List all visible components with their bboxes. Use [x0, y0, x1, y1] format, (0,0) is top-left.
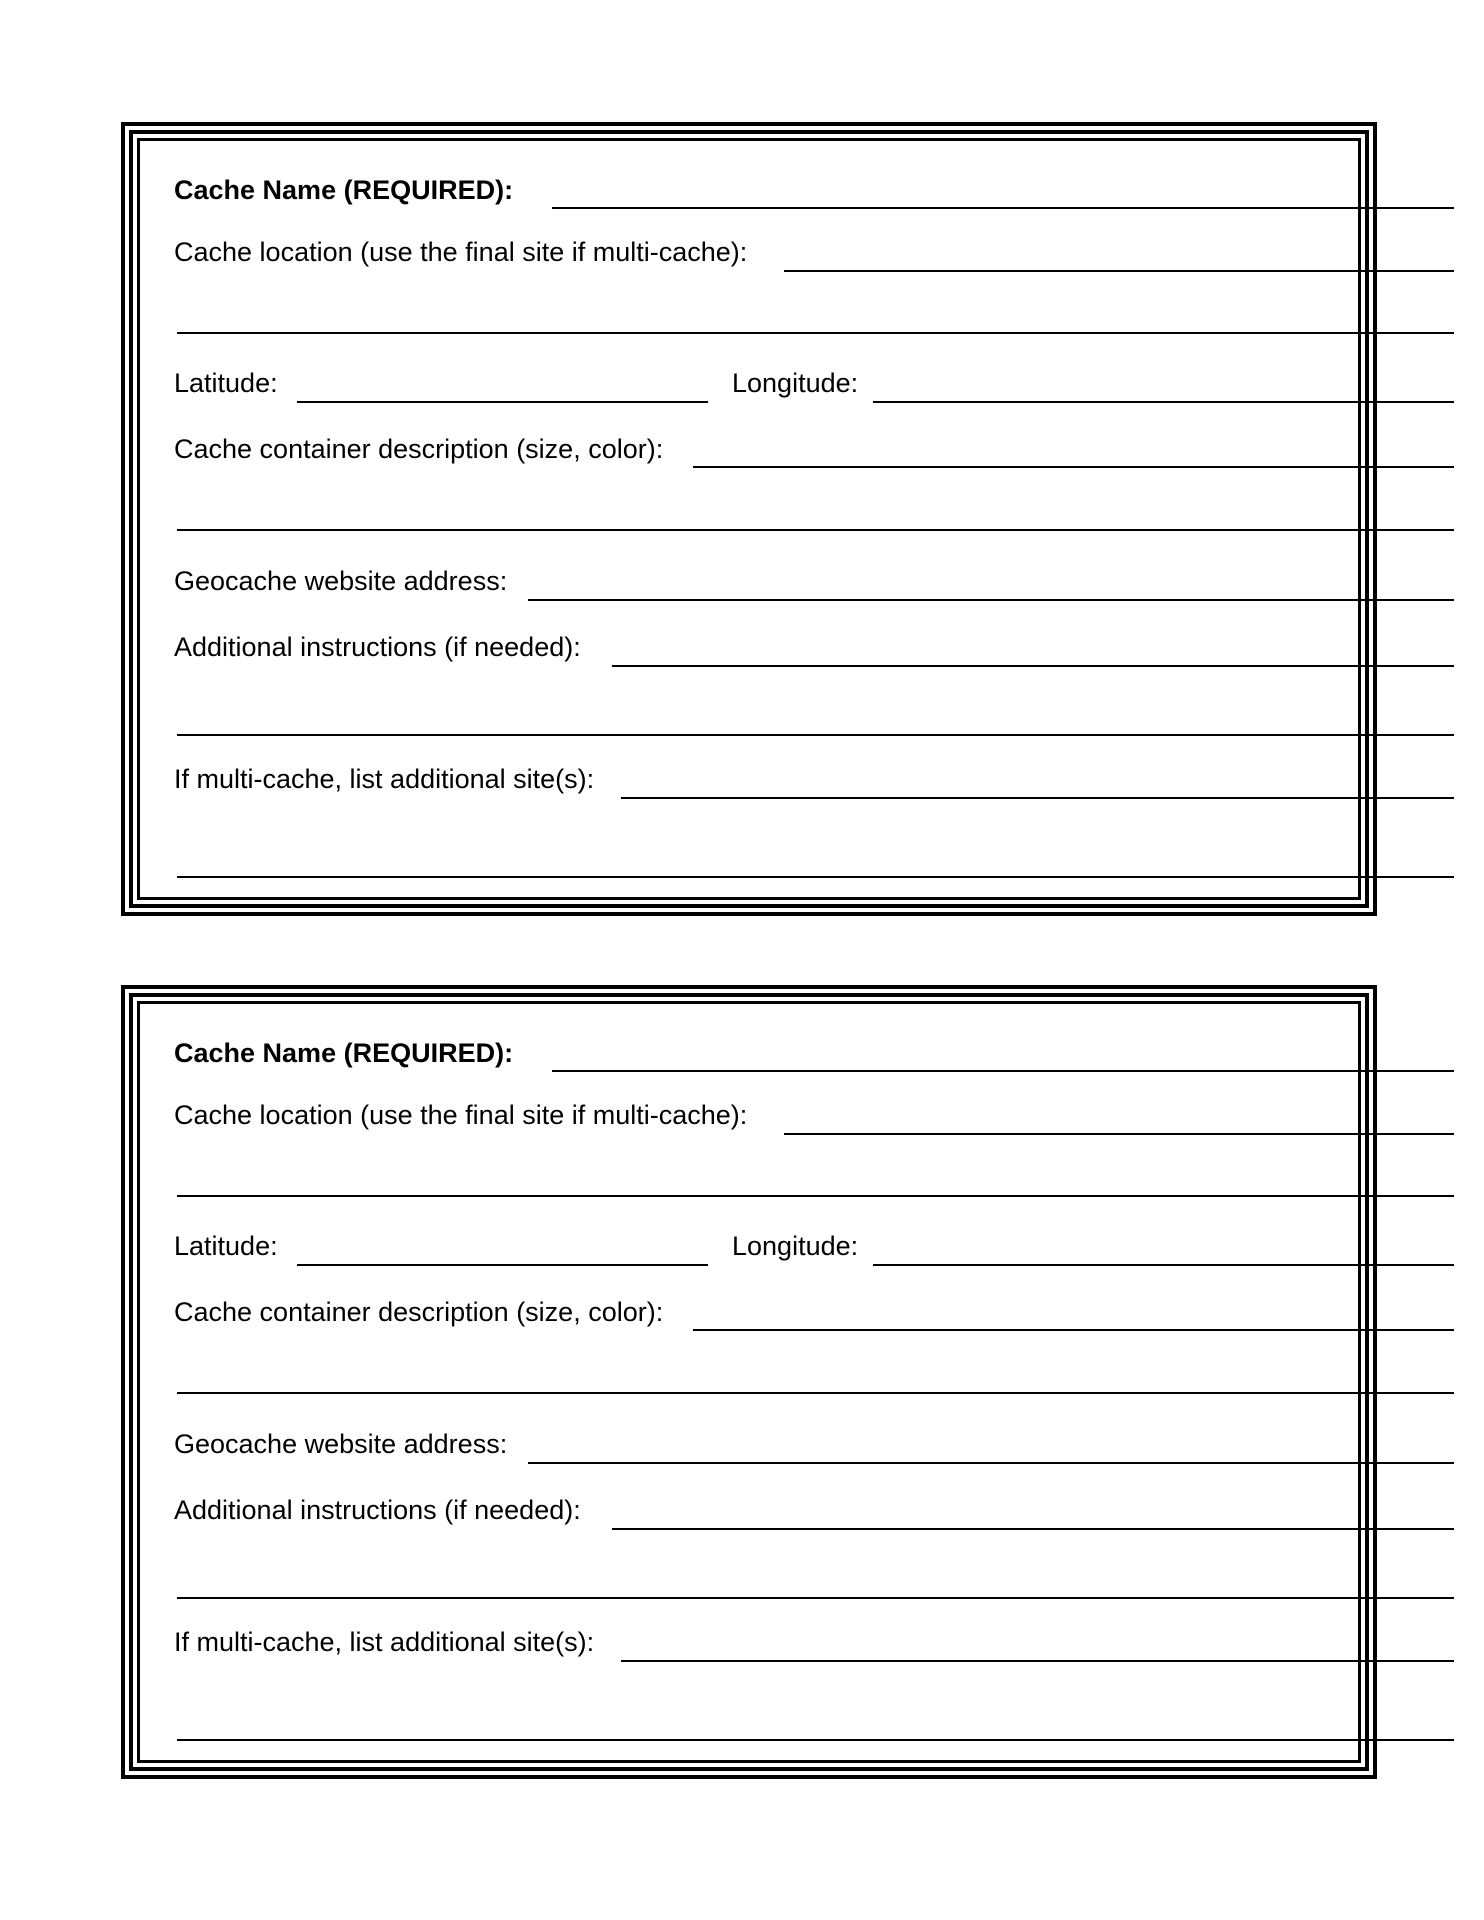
website-address-field[interactable]	[528, 599, 1454, 601]
container-description-field-line-2[interactable]	[177, 1392, 1454, 1394]
container-description-field[interactable]	[693, 466, 1454, 468]
website-address-field[interactable]	[528, 1462, 1454, 1464]
latitude-label: Latitude:	[174, 368, 278, 398]
cache-name-label: Cache Name (REQUIRED):	[174, 1038, 514, 1068]
latitude-field[interactable]	[297, 1264, 708, 1266]
multi-cache-sites-label: If multi-cache, list additional site(s):	[174, 764, 595, 794]
latitude-field[interactable]	[297, 401, 708, 403]
cache-location-field[interactable]	[784, 1133, 1454, 1135]
additional-instructions-label: Additional instructions (if needed):	[174, 1495, 581, 1525]
cache-name-label: Cache Name (REQUIRED):	[174, 175, 514, 205]
cache-location-label: Cache location (use the final site if multi-cache):	[174, 1100, 748, 1130]
geocache-form-card	[121, 985, 1377, 1779]
additional-instructions-field[interactable]	[612, 665, 1454, 667]
longitude-field[interactable]	[873, 1264, 1454, 1266]
cache-location-field-line-2[interactable]	[177, 332, 1454, 334]
additional-instructions-field[interactable]	[612, 1528, 1454, 1530]
geocache-form-card	[121, 122, 1377, 916]
additional-instructions-label: Additional instructions (if needed):	[174, 632, 581, 662]
multi-cache-sites-field[interactable]	[621, 1660, 1454, 1662]
longitude-field[interactable]	[873, 401, 1454, 403]
longitude-label: Longitude:	[732, 368, 859, 398]
cache-location-field-line-2[interactable]	[177, 1195, 1454, 1197]
container-description-field[interactable]	[693, 1329, 1454, 1331]
container-description-field-line-2[interactable]	[177, 529, 1454, 531]
website-address-label: Geocache website address:	[174, 566, 508, 596]
cache-location-field[interactable]	[784, 270, 1454, 272]
website-address-label: Geocache website address:	[174, 1429, 508, 1459]
longitude-label: Longitude:	[732, 1231, 859, 1261]
cache-name-field[interactable]	[552, 207, 1454, 209]
additional-instructions-field-line-2[interactable]	[177, 1597, 1454, 1599]
cache-location-label: Cache location (use the final site if multi-cache):	[174, 237, 748, 267]
multi-cache-sites-field-line-2[interactable]	[177, 876, 1454, 878]
latitude-label: Latitude:	[174, 1231, 278, 1261]
multi-cache-sites-field-line-2[interactable]	[177, 1739, 1454, 1741]
cache-name-field[interactable]	[552, 1070, 1454, 1072]
multi-cache-sites-label: If multi-cache, list additional site(s):	[174, 1627, 595, 1657]
additional-instructions-field-line-2[interactable]	[177, 734, 1454, 736]
container-description-label: Cache container description (size, color):	[174, 1297, 664, 1327]
container-description-label: Cache container description (size, color):	[174, 434, 664, 464]
multi-cache-sites-field[interactable]	[621, 797, 1454, 799]
